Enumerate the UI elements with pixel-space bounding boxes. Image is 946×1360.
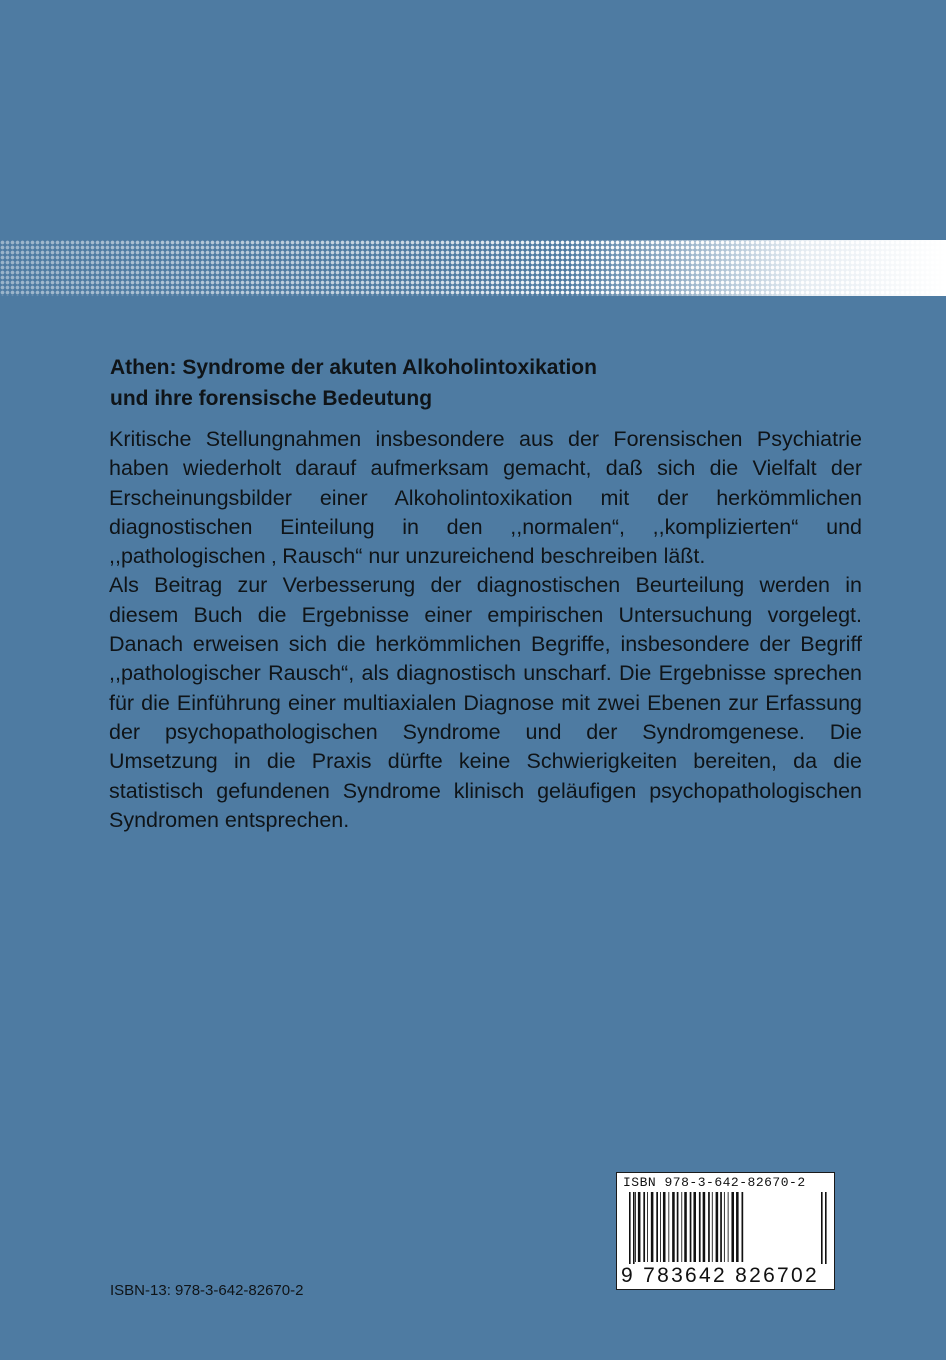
barcode-bar	[708, 1192, 710, 1262]
barcode-bar	[668, 1192, 669, 1262]
barcode-icon	[623, 1192, 829, 1272]
barcode-bar	[681, 1192, 682, 1262]
barcode-box	[616, 1172, 835, 1290]
blurb	[109, 425, 862, 835]
halftone-fade-overlay	[0, 240, 946, 296]
title-line-1: Athen: Syndrome der akuten Alkoholintoxikation	[110, 356, 597, 379]
barcode-bar	[635, 1192, 636, 1262]
book-title	[110, 352, 850, 414]
barcode-bar	[660, 1192, 661, 1262]
isbn13-label: ISBN-13: 978-3-642-82670-2	[110, 1282, 304, 1299]
barcode-bar	[716, 1192, 719, 1262]
barcode-bar	[699, 1192, 701, 1262]
barcode-bar	[656, 1192, 658, 1262]
barcode-bar	[647, 1192, 648, 1262]
barcode-bar	[728, 1192, 729, 1262]
barcode-guard-bar	[633, 1192, 635, 1272]
barcode-guard-bar	[629, 1192, 631, 1272]
barcode-bar	[651, 1192, 654, 1262]
title-line-2: und ihre forensische Bedeutung	[110, 387, 433, 410]
barcode-bar	[643, 1192, 645, 1262]
blurb-paragraph-2: Als Beitrag zur Verbesserung der diagnostischen Beurteilung werden in diesem Buch die Ergebnisse einer empirischen Untersuchung vorgelegt. Danach erweisen sich die herkömmlichen Begriffe, insbesondere der Begriff ,,pathologischer Rausch“, als diagnostisch unscharf. Die Ergebnisse sprechen für die Einführung einer multiaxialen Diagnose mit zwei Ebenen zur Erfassung der psychopathologischen Syndrome und der Syndromgenese. Die Umsetzung in die Praxis dürfte keine Schwierigkeiten bereiten, da die statistisch gefundenen Syndrome klinisch geläufigen psychopathologischen Syndromen entsprechen.	[109, 573, 862, 832]
barcode-guard-bar	[821, 1192, 823, 1272]
barcode-bar	[742, 1192, 744, 1262]
barcode-bar	[724, 1192, 725, 1262]
barcode-bar	[690, 1192, 692, 1262]
barcode-bar	[638, 1192, 641, 1262]
barcode-bar	[693, 1192, 696, 1262]
barcode-bar	[663, 1192, 666, 1262]
barcode-bar	[736, 1192, 739, 1262]
blurb-paragraph-1: Kritische Stellungnahmen insbesondere aus der Forensischen Psychiatrie haben wiederholt darauf aufmerksam gemacht, daß sich die Vielfalt der Erscheinungsbilder einer Alkoholintoxikation mit der herkömmlichen diagnostischen Einteilung in den ,,normalen“, ,,komplizierten“ und ,,pathologischen ‚ Rausch“ nur unzureichend beschreiben läßt.	[109, 427, 862, 569]
barcode-bar	[703, 1192, 706, 1262]
barcode-bar	[720, 1192, 722, 1262]
barcode-isbn-text: ISBN 978-3-642-82670-2	[623, 1175, 806, 1190]
barcode-digits: 9 783642 826702	[621, 1264, 831, 1288]
barcode-bar	[712, 1192, 713, 1262]
barcode-guard-bar	[825, 1192, 827, 1272]
barcode-bar	[677, 1192, 679, 1262]
barcode-bar	[672, 1192, 675, 1262]
barcode-bar	[684, 1192, 687, 1262]
barcode-bar	[731, 1192, 734, 1262]
